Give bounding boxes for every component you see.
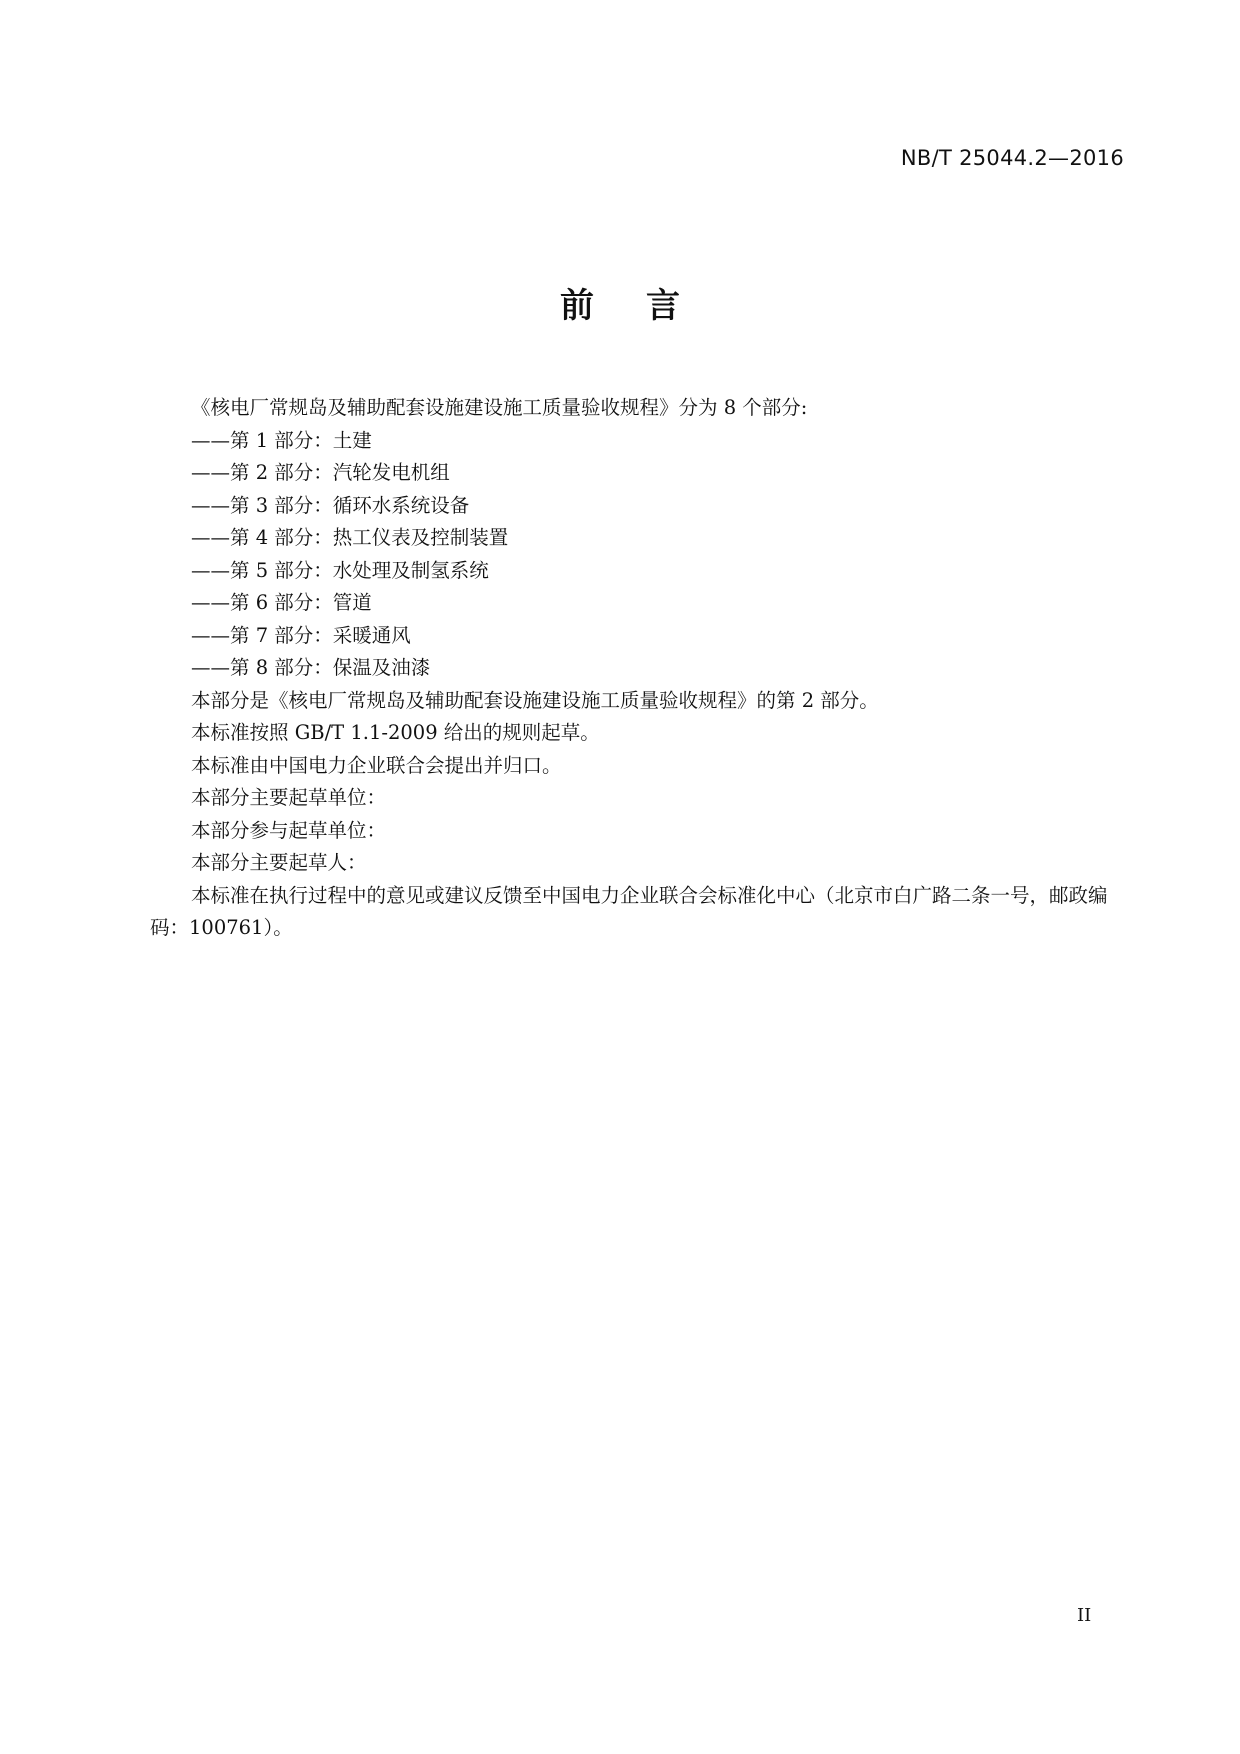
participating-units-paragraph: 本部分参与起草单位：: [191, 818, 387, 842]
standard-code: NB/T 25044.2—2016: [900, 146, 1124, 170]
part-list-item: ——第 1 部分：土建: [191, 428, 372, 452]
main-drafters-paragraph: 本部分主要起草人：: [191, 851, 367, 874]
part-list-item: ——第 4 部分：热工仪表及控制装置: [191, 526, 509, 549]
foreword-body: [150, 392, 1125, 945]
main-units-paragraph: 本部分主要起草单位：: [191, 786, 387, 809]
part-list-item: ——第 5 部分：水处理及制氢系统: [191, 558, 489, 582]
part-list-item: ——第 6 部分：管道: [191, 591, 372, 614]
title-char-2: 言: [646, 286, 680, 326]
drafting-rule-paragraph: 本标准按照 GB/T 1.1-2009 给出的规则起草。: [191, 721, 600, 744]
part-list-item: ——第 7 部分：采暖通风: [191, 623, 411, 647]
this-part-paragraph: 本部分是《核电厂常规岛及辅助配套设施建设施工质量验收规程》的第 2 部分。: [191, 688, 879, 712]
feedback-paragraph: 本标准在执行过程中的意见或建议反馈至中国电力企业联合会标准化中心（北京市白广路二条一号，邮政编码：100761）。: [150, 883, 1108, 939]
intro-paragraph: 《核电厂常规岛及辅助配套设施建设施工质量验收规程》分为 8 个部分:: [191, 396, 808, 419]
part-list-item: ——第 2 部分：汽轮发电机组: [191, 461, 450, 484]
page-title: [0, 278, 1240, 327]
part-list-item: ——第 3 部分：循环水系统设备: [191, 493, 470, 517]
proposer-paragraph: 本标准由中国电力企业联合会提出并归口。: [191, 753, 562, 777]
title-char-1: 前: [560, 286, 594, 326]
part-list-item: ——第 8 部分：保温及油漆: [191, 656, 431, 679]
page-number: II: [1077, 1605, 1092, 1626]
